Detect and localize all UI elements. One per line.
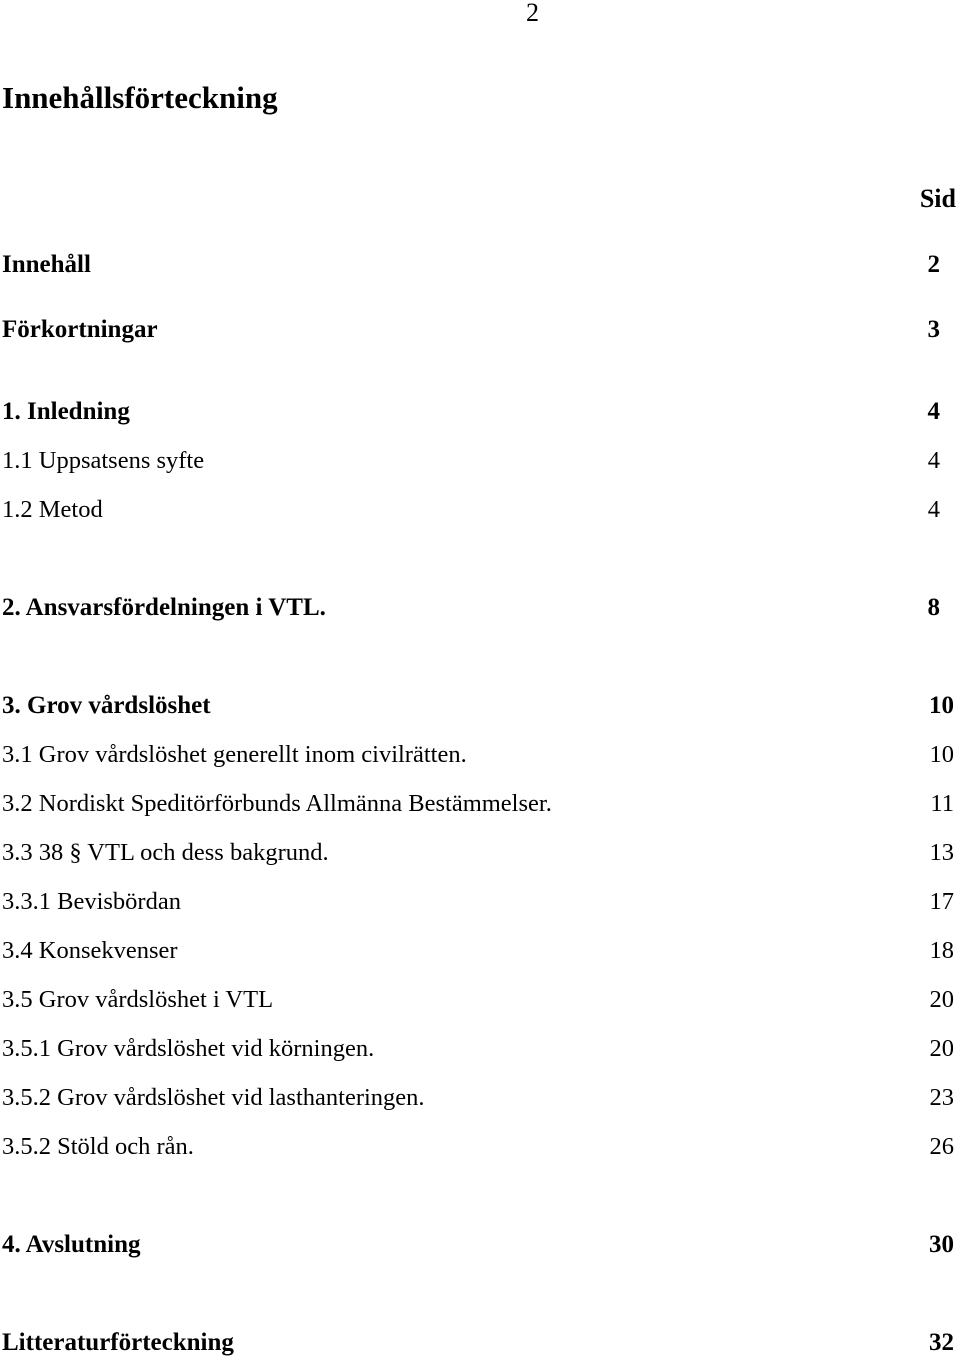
toc-entry-page: 3: [927, 316, 940, 343]
toc-entry-label: 3.4 Konsekvenser: [2, 937, 178, 964]
toc-entry-page: 20: [929, 1035, 954, 1062]
toc-entry-page: 18: [929, 937, 954, 964]
toc-entry-metod[interactable]: [2, 494, 954, 526]
toc-entry-page: 11: [930, 790, 954, 817]
toc-entry-innehall[interactable]: [2, 249, 954, 281]
toc-entry-page: 26: [929, 1133, 954, 1160]
toc-entry-page: 2: [927, 251, 940, 278]
toc-entry-generellt-civilratten[interactable]: [2, 739, 954, 771]
toc-entry-label: Innehåll: [2, 251, 91, 278]
toc-entry-page: 17: [929, 888, 954, 915]
toc-entry-label: 3.5.1 Grov vårdslöshet vid körningen.: [2, 1035, 375, 1062]
toc-entry-forkortningar[interactable]: [2, 314, 954, 346]
toc-entry-label: 3.3.1 Bevisbördan: [2, 888, 181, 915]
toc-entry-label: 3.5 Grov vårdslöshet i VTL: [2, 986, 274, 1013]
toc-entry-label: Förkortningar: [2, 316, 158, 343]
toc-entry-page: 20: [929, 986, 954, 1013]
toc-entry-label: Litteraturförteckning: [2, 1329, 234, 1356]
toc-entry-inledning[interactable]: [2, 396, 954, 428]
toc-entry-label: 3.5.2 Stöld och rån.: [2, 1133, 194, 1160]
toc-entry-page: 4: [927, 447, 940, 474]
toc-entry-38-vtl[interactable]: [2, 837, 954, 869]
toc-entry-stold-och-ran[interactable]: [2, 1131, 954, 1163]
toc-entry-nordiskt-speditorforbund[interactable]: [2, 788, 954, 820]
toc-entry-page: 8: [927, 594, 940, 621]
toc-entry-label: 3.3 38 § VTL och dess bakgrund.: [2, 839, 329, 866]
toc-entry-label: 3.1 Grov vårdslöshet generellt inom civilrätten.: [2, 741, 467, 768]
toc-entry-label: 1.1 Uppsatsens syfte: [2, 447, 205, 474]
page-number: 2: [526, 0, 539, 27]
toc-entry-grov-vardsloshet[interactable]: [2, 690, 954, 722]
toc-entry-ansvarsfordelningen[interactable]: [2, 592, 954, 624]
toc-entry-label: 2. Ansvarsfördelningen i VTL.: [2, 594, 326, 621]
toc-entry-vid-korningen[interactable]: [2, 1033, 954, 1065]
toc-entry-page: 32: [929, 1329, 954, 1356]
toc-entry-page: 4: [927, 496, 940, 523]
toc-entry-litteraturforteckning[interactable]: [2, 1327, 954, 1359]
page-column-header: Sid: [919, 184, 956, 213]
toc-entry-avslutning[interactable]: [2, 1229, 954, 1261]
page-title: Innehållsförteckning: [2, 80, 278, 115]
toc-entry-label: 3. Grov vårdslöshet: [2, 692, 211, 719]
toc-entry-uppsatsens-syfte[interactable]: [2, 445, 954, 477]
toc-entry-page: 30: [929, 1231, 954, 1258]
toc-entry-label: 4. Avslutning: [2, 1231, 141, 1258]
toc-entry-label: 1.2 Metod: [2, 496, 103, 523]
toc-entry-page: 4: [927, 398, 940, 425]
toc-entry-konsekvenser[interactable]: [2, 935, 954, 967]
toc-entry-bevisbordan[interactable]: [2, 886, 954, 918]
toc-entry-grov-vardsloshet-vtl[interactable]: [2, 984, 954, 1016]
toc-entry-label: 1. Inledning: [2, 398, 130, 425]
toc-entry-label: 3.2 Nordiskt Speditörförbunds Allmänna Bestämmelser.: [2, 790, 552, 817]
toc-entry-page: 10: [929, 692, 954, 719]
toc-entry-page: 23: [929, 1084, 954, 1111]
toc-entry-page: 13: [929, 839, 954, 866]
toc-entry-vid-lasthanteringen[interactable]: [2, 1082, 954, 1114]
toc-entry-label: 3.5.2 Grov vårdslöshet vid lasthanteringen.: [2, 1084, 425, 1111]
toc-entry-page: 10: [929, 741, 954, 768]
